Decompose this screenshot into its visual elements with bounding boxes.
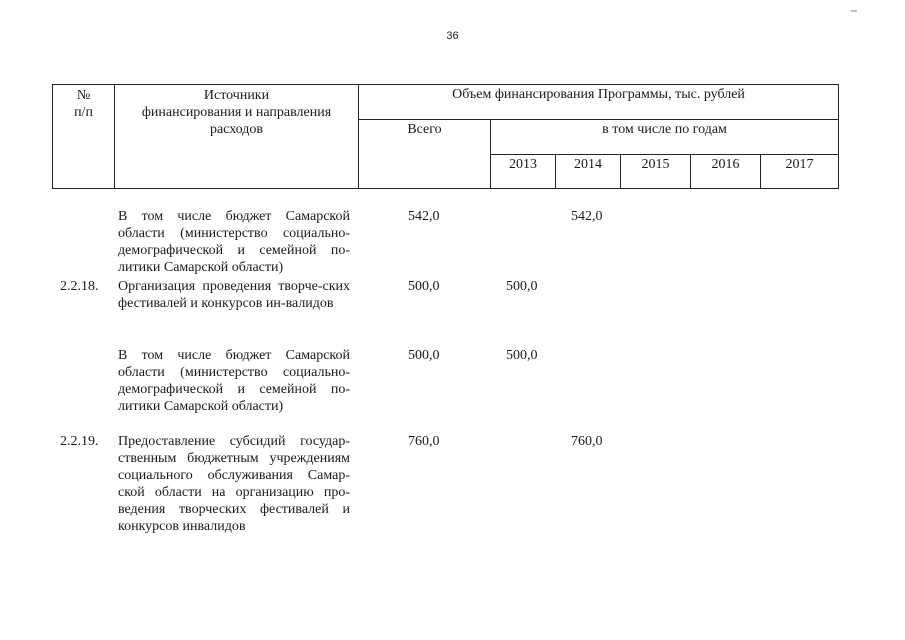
financing-table-body xyxy=(52,208,838,543)
table-row xyxy=(52,433,838,543)
header-source-line-1: Источники xyxy=(203,88,270,103)
header-year-2014: 2014 xyxy=(556,155,621,189)
row-total: 760,0 xyxy=(408,434,440,449)
row-total: 500,0 xyxy=(408,279,440,294)
header-source-line-3: расходов xyxy=(209,122,264,137)
header-number xyxy=(53,85,115,189)
row-2014: 760,0 xyxy=(571,434,603,449)
financing-table-header xyxy=(52,84,839,189)
table-row xyxy=(52,278,838,347)
table-row xyxy=(52,347,838,433)
row-total: 500,0 xyxy=(408,348,440,363)
header-source xyxy=(115,85,359,189)
row-description: Организация проведения творче-ских фестивалей и конкурсов ин-валидов xyxy=(118,279,350,311)
header-year-2016: 2016 xyxy=(691,155,761,189)
row-description: В том числе бюджет Самарской области (министерство социально-демографической и семейной по-литики Самарской области) xyxy=(118,348,350,414)
header-total: Всего xyxy=(359,120,491,189)
header-number-line-2: п/п xyxy=(74,105,93,120)
scan-artifact xyxy=(851,10,857,12)
row-number: 2.2.18. xyxy=(60,279,99,294)
header-year-2015: 2015 xyxy=(621,155,691,189)
header-years-group: в том числе по годам xyxy=(491,120,839,155)
table-row xyxy=(52,208,838,278)
row-2014: 542,0 xyxy=(571,209,603,224)
header-year-2013: 2013 xyxy=(491,155,556,189)
header-source-line-2: финансирования и направления xyxy=(141,105,332,120)
header-number-line-1: № xyxy=(76,88,91,103)
header-volume: Объем финансирования Программы, тыс. рублей xyxy=(359,85,839,120)
row-2013: 500,0 xyxy=(506,348,538,363)
row-description: Предоставление субсидий государ-ственным бюджетным учреждениям социального обслуживания Самар-ской области на организацию про-ведения творческих фестивалей и конкурсов инвалидов xyxy=(118,434,350,534)
header-year-2017: 2017 xyxy=(761,155,839,189)
row-description: В том числе бюджет Самарской области (министерство социально-демографической и семейной по-литики Самарской области) xyxy=(118,209,350,275)
page-number: 36 xyxy=(446,30,459,42)
row-2013: 500,0 xyxy=(506,279,538,294)
row-total: 542,0 xyxy=(408,209,440,224)
row-number: 2.2.19. xyxy=(60,434,99,449)
